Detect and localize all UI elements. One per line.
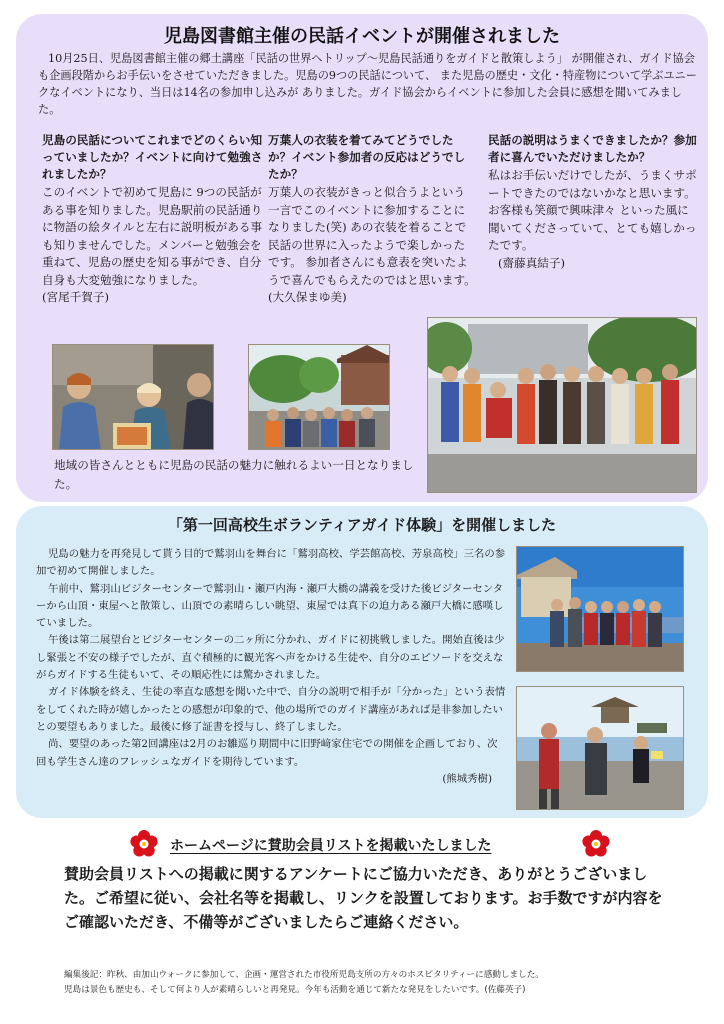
qa-signature: (齋藤真結子) xyxy=(498,255,566,270)
homepage-title: ホームページに賛助会員リストを掲載いたしました xyxy=(170,838,492,854)
section2-paragraph: ガイド体験を終え、生徒の率直な感想を聞いた中で、自分の説明で相手が「分かった」という表情をしてくれた時が嬉しかったとの感想が印象的で、他の場所でのガイド講座があれば是非参加したいとの要望もありました。最後に修了証書を授与し、終了しました。 xyxy=(36,686,506,733)
qa-question: 万葉人の衣装を着てみてどうでしたか？イベント参加者の反応はどうでしたか？ xyxy=(268,133,466,181)
section1-intro: 10月25日、児島図書館主催の郷土講座「民話の世界へトリップ～児島民話通りをガイドと散策しよう」 が開催され、ガイド協会も企画段階からお手伝いをさせていただきました。児島の9つの民話について、 また児島の歴史・文化・特産物について学ぶユニークなイベントになり、当日は14名の参加申し込みが ありました。ガイド協会からイベントに参加した会員に感想を聞いてみました。 xyxy=(38,52,697,116)
section2-paragraph: 児島の魅力を再発見して貰う目的で鷲羽山を舞台に「鷲羽高校、学芸館高校、芳泉高校」三名の参加で初めて開催しました。 xyxy=(36,548,506,578)
qa-question: 児島の民話についてこれまでどのくらい知っていましたか？イベントに向けて勉強されましたか？ xyxy=(42,133,263,181)
volunteer-guide-panel xyxy=(16,506,708,818)
section1-title: 児島図書館主催の民話イベントが開催されました xyxy=(164,26,560,47)
qa-column-2 xyxy=(268,132,476,306)
section2-body xyxy=(36,546,506,788)
photo-storyteller xyxy=(52,344,214,450)
qa-signature: (宮尾千賀子) xyxy=(42,290,110,304)
event-report-panel xyxy=(16,14,708,502)
section1-caption: 地域の皆さんとともに児島の民話の魅力に触れるよい一日となりました。 xyxy=(54,458,414,491)
photo-group xyxy=(427,317,697,493)
qa-answer: 私はお手伝いだけでしたが、うまくサポートできたのではないかなと思います。お客様も笑顔で興味津々 といった風に聞いてくださっていて、とても嬉しかったです。 xyxy=(488,168,697,252)
postscript-line: 児島は景色も歴史も、そして何より人が素晴らしいと再発見。今年も活動を通じて新たな発見をしたいです。(佐藤英子) xyxy=(64,985,526,995)
photo-street-walk xyxy=(248,344,390,450)
homepage-notice: 賛助会員リストへの掲載に関するアンケートにご協力いただき、ありがとうございました。ご希望に従い、会社名等を掲載し、リンクを設置しております。お手数ですが内容をご確認いただき、不備等がございましたらご連絡ください。 xyxy=(64,865,663,931)
qa-answer: 万葉人の衣装がきっと似合うよという一言でこのイベントに参加することになりました(笑) あの衣装を着ることで民話の世界に入ったようで楽しかったです。 参加者さんにも意表を突いたようで喜んでもらえたのではと思います。 xyxy=(268,185,476,287)
homepage-heading xyxy=(130,830,610,858)
section2-paragraph: 午後は第二展望台とビジターセンターの二ヶ所に分かれ、ガイドに初挑戦しました。開始直後は少し緊張と不安の様子でしたが、直ぐ積極的に観光客へ声をかける生徒や、自分のエピソードを交えながらガイドする生徒もいて、その順応性には驚かされました。 xyxy=(36,634,505,682)
plum-blossom-icon xyxy=(582,830,610,858)
editor-postscript xyxy=(64,968,704,998)
postscript-line: 編集後記：昨秋、由加山ウォークに参加して、企画・運営された市役所児島支所の方々のホスピタリティーに感動しました。 xyxy=(64,970,544,980)
qa-column-1 xyxy=(42,132,272,306)
qa-answer: このイベントで初めて児島に 9つの民話がある事を知りました。児島駅前の民話通りに物語の絵タイルと左右に説明板がある事も知りませんでした。メンバーと勉強会を重ねて、児島の歴史を知る事ができ、自分自身も大変勉強になりました。 xyxy=(42,185,263,287)
qa-signature: (大久保まゆ美) xyxy=(268,290,347,304)
qa-column-3 xyxy=(488,132,698,272)
qa-question: 民話の説明はうまくできましたか？参加者に喜んでいただけましたか？ xyxy=(488,133,697,164)
section2-paragraph: 尚、要望のあった第2回講座は2月のお雛巡り期間中に旧野﨑家住宅での開催を企画しており、次回も学生さん達のフレッシュなガイドを期待しています。 xyxy=(36,738,498,768)
section2-title: 「第一回高校生ボランティアガイド体験」を開催しました xyxy=(167,516,557,534)
section2-paragraph: 午前中、鷲羽山ビジターセンターで鷲羽山・瀬戸内海・瀬戸大橋の講義を受けた後ビジターセンターから山頂・東屋へと散策し、山頂での素晴らしい眺望、東屋では真下の迫力ある瀬戸大橋に感嘆していました。 xyxy=(36,582,504,630)
section2-signature: (熊城秀樹) xyxy=(442,772,492,785)
photo-students-group xyxy=(516,546,684,672)
plum-blossom-icon xyxy=(130,830,158,858)
photo-guiding xyxy=(516,686,684,810)
